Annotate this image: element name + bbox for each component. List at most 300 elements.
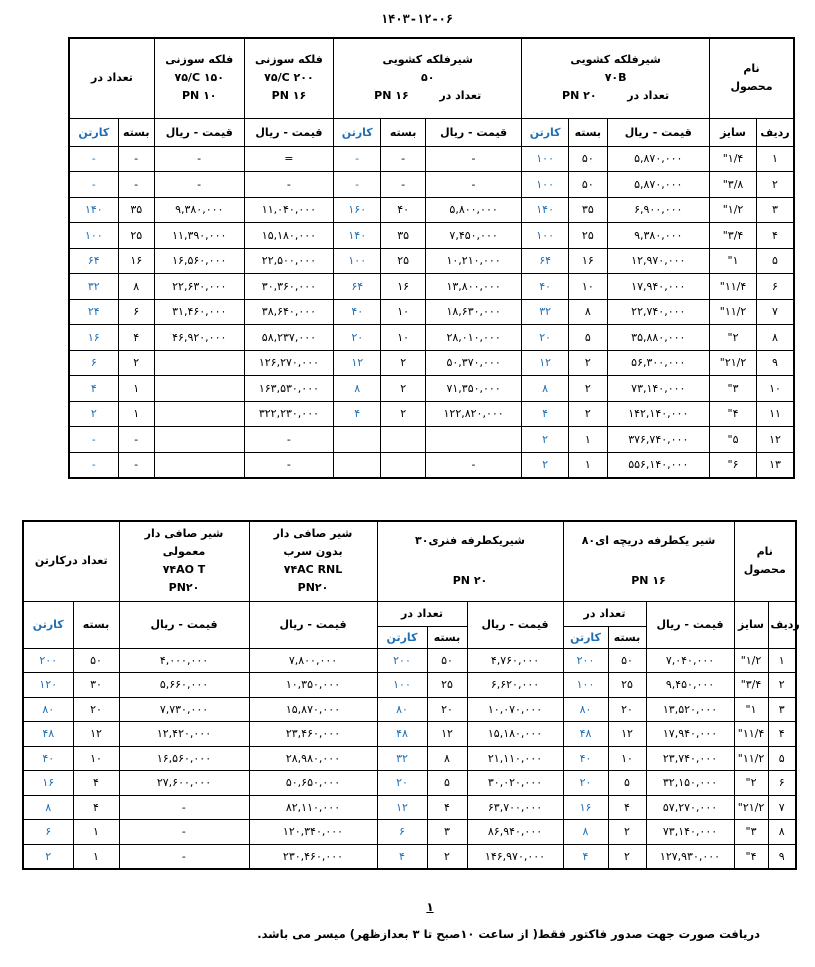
t1-cell-price-1: ۹,۳۸۰,۰۰۰	[154, 197, 244, 223]
t1-cell-price-3: ۵,۸۰۰,۰۰۰	[426, 197, 522, 223]
t1-cell-pack-3: -	[381, 172, 426, 198]
t1-cell-pack-3: ۱۶	[381, 274, 426, 300]
t1-header-product-3: شیرفلکه کشویی ۵۰ PN ۱۶ تعداد در	[334, 38, 522, 118]
t1-cell-row-number: ۳	[757, 197, 794, 223]
t2-cell-price-3: ۱۵,۱۸۰,۰۰۰	[467, 722, 563, 747]
t2-cell-carton-4: ۸۰	[563, 697, 608, 722]
t1-cell-pack-1: ۲	[118, 350, 154, 376]
t2-col-price-2: قیمت - ریال	[249, 601, 377, 648]
t1-col-price-2: قیمت - ریال	[244, 118, 334, 146]
t1-cell-carton-4: ۱۰۰	[522, 223, 569, 249]
t2-table-row	[23, 673, 796, 698]
t1-cell-carton-1: -	[69, 427, 118, 453]
t2-cell-pack-1: ۴	[73, 795, 119, 820]
t1-cell-pack-1: ۶	[118, 299, 154, 325]
t1-cell-price-2: ۲۲,۵۰۰,۰۰۰	[244, 248, 334, 274]
t1-cell-price-4: ۵۶,۳۰۰,۰۰۰	[607, 350, 710, 376]
t1-cell-carton-3	[334, 427, 381, 453]
t2-cell-price-2: ۸۲,۱۱۰,۰۰۰	[249, 795, 377, 820]
t1-table-row	[69, 350, 794, 376]
t1-cell-price-3: ۱۳,۸۰۰,۰۰۰	[426, 274, 522, 300]
t1-cell-carton-4: ۴	[522, 401, 569, 427]
t2-header-product-4: شیر یکطرفه دریچه ای۸۰	[563, 521, 734, 561]
t2-table-row	[23, 722, 796, 747]
t1-col-carton: کارتن	[69, 118, 118, 146]
t2-cell-carton-1: ۶	[23, 820, 73, 845]
t1-cell-price-2: ۳۰,۳۶۰,۰۰۰	[244, 274, 334, 300]
t2-cell-price-3: ۴,۷۶۰,۰۰۰	[467, 648, 563, 673]
t1-cell-carton-1: ۲	[69, 401, 118, 427]
t1-table-row	[69, 299, 794, 325]
t1-cell-pack-3: ۴۰	[381, 197, 426, 223]
t1-cell-carton-3: ۱۲	[334, 350, 381, 376]
t1-cell-price-4: ۵۵۶,۱۴۰,۰۰۰	[607, 452, 710, 478]
t1-cell-row-number: ۲	[757, 172, 794, 198]
price-table-1	[68, 37, 795, 479]
t1-cell-pack-4: ۳۵	[569, 197, 607, 223]
t1-cell-size: "۳/۸	[710, 172, 757, 198]
t2-cell-row-number: ۸	[768, 820, 796, 845]
t1-cell-price-3: ۱۲۲,۸۲۰,۰۰۰	[426, 401, 522, 427]
t2-cell-size: "۴	[734, 844, 768, 869]
t2-header-product-3-pn: PN ۲۰	[377, 561, 563, 601]
t1-cell-price-3: ۱۰,۲۱۰,۰۰۰	[426, 248, 522, 274]
t1-cell-size: "۵	[710, 427, 757, 453]
t2-cell-price-1: -	[119, 820, 249, 845]
t1-cell-price-4: ۹,۳۸۰,۰۰۰	[607, 223, 710, 249]
t1-cell-price-1	[154, 452, 244, 478]
t2-cell-price-3: ۱۴۶,۹۷۰,۰۰۰	[467, 844, 563, 869]
t1-table-row	[69, 146, 794, 172]
t1-cell-carton-1: -	[69, 146, 118, 172]
t1-cell-row-number: ۱	[757, 146, 794, 172]
t1-cell-row-number: ۱۰	[757, 376, 794, 402]
t2-cell-carton-1: ۸	[23, 795, 73, 820]
t1-cell-carton-3: ۱۶۰	[334, 197, 381, 223]
t2-cell-carton-1: ۱۶	[23, 771, 73, 796]
t2-cell-carton-1: ۴۸	[23, 722, 73, 747]
t1-cell-pack-4: ۱۶	[569, 248, 607, 274]
t1-cell-carton-1: ۶۴	[69, 248, 118, 274]
t2-cell-pack-4: ۵	[608, 771, 646, 796]
t2-cell-price-2: ۱۵,۸۷۰,۰۰۰	[249, 697, 377, 722]
t1-cell-carton-1: ۱۴۰	[69, 197, 118, 223]
t1-cell-pack-3: ۱۰	[381, 325, 426, 351]
t1-cell-carton-1: ۱۰۰	[69, 223, 118, 249]
t2-cell-price-4: ۵۷,۲۷۰,۰۰۰	[646, 795, 734, 820]
t1-cell-price-4: ۶,۹۰۰,۰۰۰	[607, 197, 710, 223]
t1-cell-pack-1: ۱	[118, 376, 154, 402]
t1-cell-row-number: ۱۲	[757, 427, 794, 453]
t2-cell-pack-1: ۱۰	[73, 746, 119, 771]
t1-cell-price-4: ۱۲,۹۷۰,۰۰۰	[607, 248, 710, 274]
t2-cell-row-number: ۴	[768, 722, 796, 747]
t1-cell-price-4: ۱۴۲,۱۴۰,۰۰۰	[607, 401, 710, 427]
t1-table-row	[69, 325, 794, 351]
t1-cell-price-4: ۳۷۶,۷۴۰,۰۰۰	[607, 427, 710, 453]
t1-cell-carton-4: ۱۲	[522, 350, 569, 376]
t1-cell-price-3: ۷۱,۳۵۰,۰۰۰	[426, 376, 522, 402]
t2-cell-size: "۲	[734, 771, 768, 796]
t1-cell-carton-3: ۲۰	[334, 325, 381, 351]
t1-cell-price-3: ۲۸,۰۱۰,۰۰۰	[426, 325, 522, 351]
t1-cell-price-4: ۵,۸۷۰,۰۰۰	[607, 146, 710, 172]
t1-cell-price-2: -	[244, 452, 334, 478]
t1-cell-carton-1: ۶	[69, 350, 118, 376]
t1-cell-price-1: ۱۱,۳۹۰,۰۰۰	[154, 223, 244, 249]
t1-cell-pack-1: -	[118, 427, 154, 453]
t1-cell-pack-1: ۴	[118, 325, 154, 351]
t1-cell-pack-4: ۱۰	[569, 274, 607, 300]
t2-cell-price-1: ۱۶,۵۶۰,۰۰۰	[119, 746, 249, 771]
t2-cell-carton-4: ۴	[563, 844, 608, 869]
t2-cell-carton-4: ۲۰	[563, 771, 608, 796]
t1-cell-row-number: ۹	[757, 350, 794, 376]
t2-cell-pack-3: ۱۲	[427, 722, 467, 747]
t1-cell-carton-4: ۳۲	[522, 299, 569, 325]
t2-header-product-2: شیر صافی دار بدون سرب ۷۴AC RNL PN۲۰	[249, 521, 377, 601]
t2-cell-pack-3: ۵۰	[427, 648, 467, 673]
t2-cell-pack-1: ۱	[73, 820, 119, 845]
t1-table-row	[69, 248, 794, 274]
t2-col-carton: کارتن	[377, 626, 427, 648]
t1-cell-carton-4: ۱۰۰	[522, 146, 569, 172]
t2-cell-pack-4: ۱۲	[608, 722, 646, 747]
t2-cell-carton-4: ۱۶	[563, 795, 608, 820]
t1-cell-price-2: =	[244, 146, 334, 172]
t2-cell-price-3: ۲۱,۱۱۰,۰۰۰	[467, 746, 563, 771]
t2-cell-price-1: -	[119, 844, 249, 869]
t1-cell-carton-4: ۲	[522, 427, 569, 453]
t1-col-price-4: قیمت - ریال	[607, 118, 710, 146]
t2-cell-size: "۱	[734, 697, 768, 722]
t2-col-carton: کارتن	[563, 626, 608, 648]
t2-cell-row-number: ۵	[768, 746, 796, 771]
t2-col-price-3: قیمت - ریال	[467, 601, 563, 648]
t1-table-row	[69, 274, 794, 300]
footer-note: دریافت صورت جهت صدور فاکتور فقط( از ساعت ۱۰صبح تا ۳ بعدازظهر) میسر می باشد.	[257, 927, 760, 941]
t2-cell-price-1: ۴,۰۰۰,۰۰۰	[119, 648, 249, 673]
t2-cell-row-number: ۲	[768, 673, 796, 698]
t1-cell-carton-1: ۳۲	[69, 274, 118, 300]
t1-cell-price-2: -	[244, 427, 334, 453]
t1-cell-price-2: ۳۲۲,۲۳۰,۰۰۰	[244, 401, 334, 427]
t2-cell-pack-4: ۲۵	[608, 673, 646, 698]
t2-header-product-name: نام محصول	[734, 521, 796, 601]
t2-cell-price-3: ۱۰,۰۷۰,۰۰۰	[467, 697, 563, 722]
t2-cell-carton-4: ۸	[563, 820, 608, 845]
t1-cell-pack-4: ۵	[569, 325, 607, 351]
t1-cell-price-1: ۴۶,۹۲۰,۰۰۰	[154, 325, 244, 351]
t1-table-row	[69, 427, 794, 453]
t1-cell-pack-3: ۲	[381, 350, 426, 376]
t2-header-carton-count: تعداد درکارتن	[23, 521, 119, 601]
t2-col-count-3: تعداد در	[377, 601, 467, 626]
t1-cell-price-2: ۱۶۳,۵۳۰,۰۰۰	[244, 376, 334, 402]
t2-cell-carton-3: ۴۸	[377, 722, 427, 747]
t2-cell-pack-4: ۵۰	[608, 648, 646, 673]
t2-cell-price-1: ۵,۶۶۰,۰۰۰	[119, 673, 249, 698]
t2-cell-size: "۳/۴	[734, 673, 768, 698]
t2-cell-price-3: ۳۰,۰۲۰,۰۰۰	[467, 771, 563, 796]
t1-cell-carton-3: ۴۰	[334, 299, 381, 325]
t1-cell-carton-4: ۱۰۰	[522, 172, 569, 198]
t1-cell-size: "۶	[710, 452, 757, 478]
t2-cell-carton-4: ۲۰۰	[563, 648, 608, 673]
t1-cell-carton-4: ۲۰	[522, 325, 569, 351]
t1-header-carton-count: تعداد در	[69, 38, 154, 118]
t1-cell-pack-4: ۱	[569, 452, 607, 478]
t1-cell-pack-3: ۱۰	[381, 299, 426, 325]
t1-cell-price-1	[154, 427, 244, 453]
t1-cell-carton-3: ۴	[334, 401, 381, 427]
t2-cell-price-4: ۱۲۷,۹۳۰,۰۰۰	[646, 844, 734, 869]
t1-cell-price-1: ۳۱,۴۶۰,۰۰۰	[154, 299, 244, 325]
t1-cell-price-1: -	[154, 172, 244, 198]
t1-table-row	[69, 401, 794, 427]
t2-cell-pack-1: ۱	[73, 844, 119, 869]
t2-col-pack: بسته	[427, 626, 467, 648]
t1-cell-row-number: ۷	[757, 299, 794, 325]
t1-col-pack: بسته	[118, 118, 154, 146]
t2-cell-price-3: ۶,۶۲۰,۰۰۰	[467, 673, 563, 698]
t2-table-row	[23, 648, 796, 673]
t1-cell-price-3: -	[426, 452, 522, 478]
t1-cell-carton-3: ۶۴	[334, 274, 381, 300]
price-list-date: ۱۴۰۳-۱۲-۰۶	[380, 12, 454, 26]
t1-cell-row-number: ۴	[757, 223, 794, 249]
t1-cell-pack-1: ۸	[118, 274, 154, 300]
t2-cell-carton-3: ۱۲	[377, 795, 427, 820]
t1-cell-pack-4: ۵۰	[569, 172, 607, 198]
t2-cell-carton-4: ۱۰۰	[563, 673, 608, 698]
t1-cell-pack-3: ۲	[381, 376, 426, 402]
t1-col-carton: کارتن	[334, 118, 381, 146]
t1-cell-pack-1: ۲۵	[118, 223, 154, 249]
t1-cell-price-3	[426, 427, 522, 453]
t1-cell-pack-4: ۲۵	[569, 223, 607, 249]
t1-col-price-1: قیمت - ریال	[154, 118, 244, 146]
t2-cell-pack-4: ۲	[608, 844, 646, 869]
t2-col-count-4: تعداد در	[563, 601, 646, 626]
t2-table-row	[23, 795, 796, 820]
t2-cell-pack-4: ۲۰	[608, 697, 646, 722]
t1-cell-carton-1: -	[69, 452, 118, 478]
t1-cell-row-number: ۱۳	[757, 452, 794, 478]
t1-cell-price-4: ۱۷,۹۴۰,۰۰۰	[607, 274, 710, 300]
t2-table-row	[23, 746, 796, 771]
t2-cell-pack-1: ۵۰	[73, 648, 119, 673]
t2-cell-size: "۱۱/۲	[734, 746, 768, 771]
t1-cell-price-2: ۱۵,۱۸۰,۰۰۰	[244, 223, 334, 249]
t1-cell-price-2: ۵۸,۲۳۷,۰۰۰	[244, 325, 334, 351]
t1-cell-pack-3	[381, 452, 426, 478]
t2-col-row: ردیف	[768, 601, 796, 648]
t2-cell-pack-1: ۱۲	[73, 722, 119, 747]
t2-col-price-1: قیمت - ریال	[119, 601, 249, 648]
t2-cell-carton-3: ۴	[377, 844, 427, 869]
t1-cell-carton-1: -	[69, 172, 118, 198]
t2-cell-price-3: ۶۳,۷۰۰,۰۰۰	[467, 795, 563, 820]
t1-cell-carton-4: ۶۴	[522, 248, 569, 274]
t2-cell-price-2: ۲۳,۴۶۰,۰۰۰	[249, 722, 377, 747]
t2-table-row	[23, 697, 796, 722]
t1-cell-row-number: ۵	[757, 248, 794, 274]
t2-cell-pack-3: ۲۰	[427, 697, 467, 722]
t1-cell-size: "۱	[710, 248, 757, 274]
t1-cell-price-4: ۳۵,۸۸۰,۰۰۰	[607, 325, 710, 351]
t1-cell-carton-1: ۴	[69, 376, 118, 402]
page-number: ۱	[426, 900, 434, 914]
t1-cell-size: "۳/۴	[710, 223, 757, 249]
t2-col-carton: کارتن	[23, 601, 73, 648]
t1-cell-price-1	[154, 350, 244, 376]
t2-cell-price-1: ۷,۷۳۰,۰۰۰	[119, 697, 249, 722]
t1-cell-pack-3: ۲۵	[381, 248, 426, 274]
t2-table-row	[23, 820, 796, 845]
t2-cell-carton-3: ۲۰	[377, 771, 427, 796]
t2-cell-carton-3: ۸۰	[377, 697, 427, 722]
t1-table-row	[69, 197, 794, 223]
t1-col-size: سایز	[710, 118, 757, 146]
t2-cell-row-number: ۳	[768, 697, 796, 722]
t2-cell-pack-3: ۳	[427, 820, 467, 845]
t1-cell-size: "۳	[710, 376, 757, 402]
t1-col-pack: بسته	[381, 118, 426, 146]
t2-cell-price-1: ۲۷,۶۰۰,۰۰۰	[119, 771, 249, 796]
t2-cell-price-2: ۱۰,۳۵۰,۰۰۰	[249, 673, 377, 698]
t1-cell-price-3: -	[426, 146, 522, 172]
t2-table-row	[23, 771, 796, 796]
t2-cell-carton-1: ۸۰	[23, 697, 73, 722]
t2-cell-carton-3: ۱۰۰	[377, 673, 427, 698]
t1-cell-price-3: ۵۰,۳۷۰,۰۰۰	[426, 350, 522, 376]
t2-cell-carton-1: ۱۲۰	[23, 673, 73, 698]
t1-cell-price-2: ۱۱,۰۴۰,۰۰۰	[244, 197, 334, 223]
t2-cell-carton-1: ۲۰۰	[23, 648, 73, 673]
t1-cell-size: "۴	[710, 401, 757, 427]
t2-cell-price-4: ۲۳,۷۴۰,۰۰۰	[646, 746, 734, 771]
t1-cell-carton-3: -	[334, 172, 381, 198]
t2-col-pack: بسته	[73, 601, 119, 648]
t2-cell-price-3: ۸۶,۹۴۰,۰۰۰	[467, 820, 563, 845]
t2-header-product-1: شیر صافی دار معمولی ۷۴AO T PN۲۰	[119, 521, 249, 601]
t2-header-product-3: شیریکطرفه فنری۳۰	[377, 521, 563, 561]
t1-table-row	[69, 376, 794, 402]
t1-cell-pack-1: -	[118, 172, 154, 198]
t1-cell-carton-4: ۱۴۰	[522, 197, 569, 223]
t1-cell-price-4: ۲۲,۷۴۰,۰۰۰	[607, 299, 710, 325]
t2-cell-pack-3: ۲۵	[427, 673, 467, 698]
t2-cell-carton-3: ۳۲	[377, 746, 427, 771]
t1-cell-row-number: ۸	[757, 325, 794, 351]
t1-header-product-name: نام محصول	[710, 38, 794, 118]
t1-cell-price-4: ۷۳,۱۴۰,۰۰۰	[607, 376, 710, 402]
t1-cell-pack-4: ۸	[569, 299, 607, 325]
t2-cell-carton-1: ۴۰	[23, 746, 73, 771]
t1-cell-row-number: ۶	[757, 274, 794, 300]
t2-header-product-4-pn: PN ۱۶	[563, 561, 734, 601]
t2-cell-price-1: ۱۲,۴۲۰,۰۰۰	[119, 722, 249, 747]
t1-cell-pack-1: -	[118, 452, 154, 478]
t1-cell-price-4: ۵,۸۷۰,۰۰۰	[607, 172, 710, 198]
t1-cell-carton-4: ۸	[522, 376, 569, 402]
t1-cell-pack-1: ۳۵	[118, 197, 154, 223]
t1-cell-carton-3	[334, 452, 381, 478]
t1-cell-price-3: ۷,۴۵۰,۰۰۰	[426, 223, 522, 249]
t2-cell-price-4: ۷,۰۴۰,۰۰۰	[646, 648, 734, 673]
t2-cell-size: "۱/۲	[734, 648, 768, 673]
t1-cell-pack-4: ۲	[569, 401, 607, 427]
t2-cell-carton-3: ۲۰۰	[377, 648, 427, 673]
t2-cell-price-2: ۲۸,۹۸۰,۰۰۰	[249, 746, 377, 771]
t1-cell-pack-1: ۱۶	[118, 248, 154, 274]
t2-cell-price-4: ۷۳,۱۴۰,۰۰۰	[646, 820, 734, 845]
t2-cell-price-4: ۹,۴۵۰,۰۰۰	[646, 673, 734, 698]
t2-cell-pack-3: ۸	[427, 746, 467, 771]
t2-cell-price-4: ۱۳,۵۲۰,۰۰۰	[646, 697, 734, 722]
t1-cell-pack-4: ۱	[569, 427, 607, 453]
t1-cell-size: "۱/۴	[710, 146, 757, 172]
t1-cell-pack-4: ۵۰	[569, 146, 607, 172]
t1-col-pack: بسته	[569, 118, 607, 146]
t1-cell-size: "۲	[710, 325, 757, 351]
t1-table-row	[69, 172, 794, 198]
t1-col-price-3: قیمت - ریال	[426, 118, 522, 146]
t1-cell-carton-3: ۸	[334, 376, 381, 402]
t1-col-row: ردیف	[757, 118, 794, 146]
t2-cell-size: "۱۱/۴	[734, 722, 768, 747]
t2-cell-price-1: -	[119, 795, 249, 820]
t2-cell-pack-3: ۴	[427, 795, 467, 820]
t1-cell-pack-4: ۲	[569, 350, 607, 376]
t2-col-pack: بسته	[608, 626, 646, 648]
t1-table-row	[69, 223, 794, 249]
t1-column-headers	[69, 118, 794, 146]
t1-cell-price-1: ۱۶,۵۶۰,۰۰۰	[154, 248, 244, 274]
t2-col-price-4: قیمت - ریال	[646, 601, 734, 648]
t2-cell-price-4: ۱۷,۹۴۰,۰۰۰	[646, 722, 734, 747]
t2-cell-row-number: ۹	[768, 844, 796, 869]
t2-cell-size: "۳	[734, 820, 768, 845]
t2-cell-pack-1: ۴	[73, 771, 119, 796]
t2-cell-price-2: ۲۳۰,۴۶۰,۰۰۰	[249, 844, 377, 869]
t1-cell-pack-1: ۱	[118, 401, 154, 427]
t2-cell-row-number: ۱	[768, 648, 796, 673]
t2-cell-pack-4: ۱۰	[608, 746, 646, 771]
t1-cell-carton-3: -	[334, 146, 381, 172]
t1-cell-pack-3: ۳۵	[381, 223, 426, 249]
t2-cell-pack-4: ۲	[608, 820, 646, 845]
t2-cell-price-4: ۳۲,۱۵۰,۰۰۰	[646, 771, 734, 796]
t1-cell-pack-3: -	[381, 146, 426, 172]
t2-col-size: سایز	[734, 601, 768, 648]
t1-cell-size: "۱۱/۴	[710, 274, 757, 300]
t2-cell-pack-1: ۳۰	[73, 673, 119, 698]
t1-cell-carton-1: ۲۴	[69, 299, 118, 325]
t2-cell-pack-3: ۲	[427, 844, 467, 869]
t1-cell-price-1	[154, 376, 244, 402]
t1-cell-row-number: ۱۱	[757, 401, 794, 427]
t2-cell-carton-3: ۶	[377, 820, 427, 845]
t2-cell-pack-3: ۵	[427, 771, 467, 796]
t1-cell-carton-1: ۱۶	[69, 325, 118, 351]
t1-cell-price-2: ۱۲۶,۲۷۰,۰۰۰	[244, 350, 334, 376]
t1-cell-price-3: ۱۸,۶۳۰,۰۰۰	[426, 299, 522, 325]
t2-table-row	[23, 844, 796, 869]
t2-cell-price-2: ۷,۸۰۰,۰۰۰	[249, 648, 377, 673]
t1-cell-pack-3: ۲	[381, 401, 426, 427]
